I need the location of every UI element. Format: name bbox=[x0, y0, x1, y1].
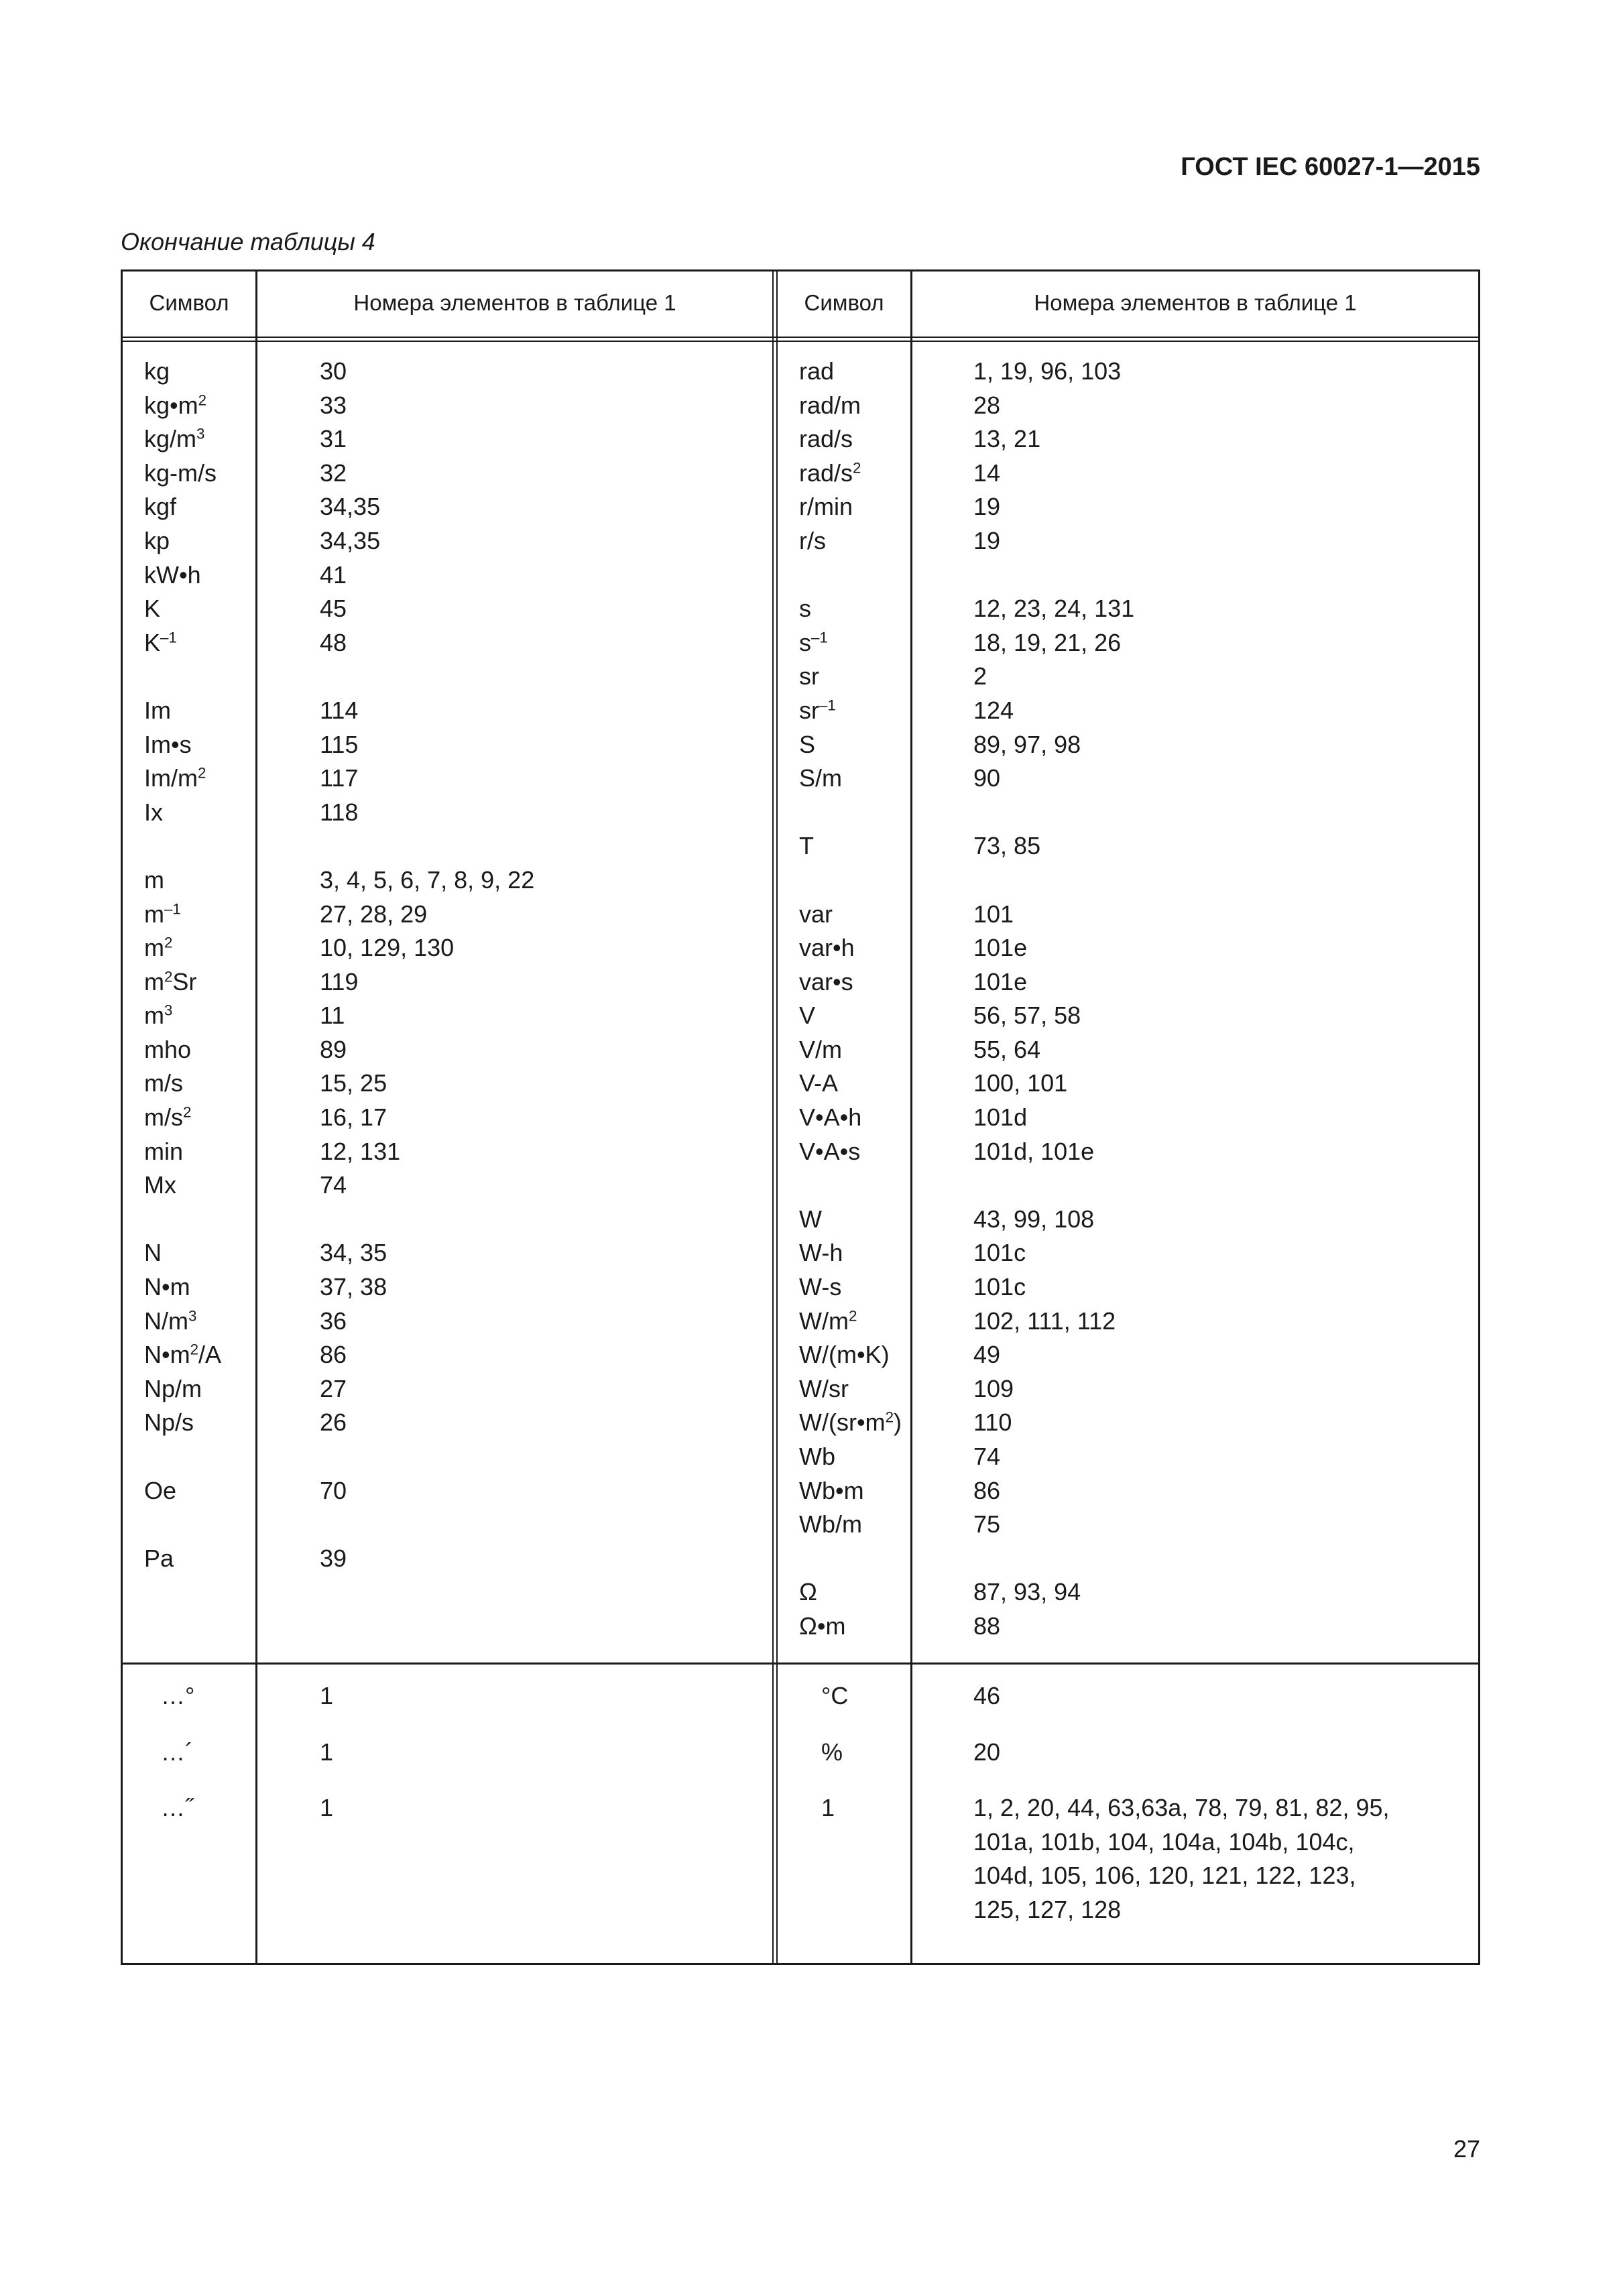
item-numbers-cell: 110 bbox=[973, 1408, 1012, 1437]
symbol-cell bbox=[144, 1440, 221, 1474]
symbol-cell: Im•s bbox=[144, 730, 192, 758]
item-numbers-cell: 26 bbox=[320, 1408, 347, 1437]
symbol-cell: r/s bbox=[799, 526, 826, 554]
symbol-cell: kg-m/s bbox=[144, 459, 217, 487]
symbol-cell: W-s bbox=[799, 1273, 842, 1301]
symbol-cell: Ix bbox=[144, 798, 164, 826]
item-numbers-cell: 1, 19, 96, 103 bbox=[973, 357, 1122, 385]
item-numbers-cell: 89 bbox=[320, 1035, 347, 1063]
item-numbers-cell bbox=[320, 1508, 534, 1542]
symbol-cell: $W/(sr•m^2)$ bbox=[799, 1408, 902, 1437]
item-numbers-cell: 115 bbox=[320, 730, 359, 758]
item-numbers-cell: 16, 17 bbox=[320, 1103, 387, 1132]
symbol-cell: sr bbox=[799, 662, 819, 690]
column-header-symbol-right: Символ bbox=[804, 290, 884, 315]
symbol-cell: kg bbox=[144, 357, 170, 385]
item-numbers-cell bbox=[973, 558, 1134, 593]
left-symbol-column bbox=[144, 355, 221, 1575]
symbol-cell: Mx bbox=[144, 1171, 176, 1199]
bottom-right-symbols bbox=[821, 1679, 848, 1949]
symbol-cell: W bbox=[799, 1205, 822, 1233]
symbol-cell: N•m bbox=[144, 1273, 190, 1301]
symbol-cell: $m/s^2$ bbox=[144, 1103, 192, 1132]
item-numbers-cell: 12, 23, 24, 131 bbox=[973, 595, 1135, 623]
symbol-cell: $m^2$ bbox=[144, 934, 173, 962]
item-numbers-cell: 117 bbox=[320, 764, 359, 792]
item-numbers-cell: 86 bbox=[973, 1476, 1001, 1504]
symbol-cell: S bbox=[799, 730, 816, 758]
symbol-cell: Wb/m bbox=[799, 1510, 862, 1538]
item-numbers-cell bbox=[320, 1440, 534, 1474]
item-numbers-cell: 88 bbox=[973, 1612, 1001, 1640]
symbol-cell: rad/s bbox=[799, 425, 853, 453]
column-header-symbol-left: Символ bbox=[149, 290, 229, 315]
symbol-cell: V bbox=[799, 1002, 816, 1030]
item-numbers-cell: 32 bbox=[320, 459, 347, 487]
symbol-cell: m/s bbox=[144, 1069, 183, 1097]
item-numbers-cell: 87, 93, 94 bbox=[973, 1578, 1081, 1606]
symbol-cell bbox=[799, 1168, 902, 1203]
symbol-cell: kp bbox=[144, 526, 170, 554]
item-numbers-cell: 1, 2, 20, 44, 63,63a, 78, 79, 81, 82, 95, 101a, 101b, 104, 104a, 104b, 104c, 104d, 105, 106, 120, 121, 122, 123, 125, 127, 128 bbox=[973, 1794, 1390, 1923]
symbol-cell bbox=[144, 1508, 221, 1542]
symbol-cell: $s^{-1}$ bbox=[799, 628, 828, 656]
item-numbers-cell: 19 bbox=[973, 526, 1001, 554]
item-numbers-cell: 27 bbox=[320, 1374, 347, 1402]
symbol-cell: 1 bbox=[821, 1794, 835, 1822]
item-numbers-cell: 118 bbox=[320, 798, 359, 826]
item-numbers-cell: 124 bbox=[973, 696, 1014, 724]
symbol-cell: T bbox=[799, 832, 814, 860]
item-numbers-cell: 101 bbox=[973, 900, 1014, 928]
item-numbers-cell bbox=[973, 1542, 1134, 1576]
symbol-cell: $Im/m^2$ bbox=[144, 764, 206, 792]
left-number-column bbox=[320, 355, 534, 1575]
item-numbers-cell: 13, 21 bbox=[973, 425, 1041, 453]
item-numbers-cell: 3, 4, 5, 6, 7, 8, 9, 22 bbox=[320, 865, 535, 894]
item-numbers-cell: 15, 25 bbox=[320, 1069, 387, 1097]
symbol-cell: $kg•m^2$ bbox=[144, 391, 207, 419]
item-numbers-cell: 46 bbox=[973, 1682, 1001, 1709]
symbol-cell: $kg/m^3$ bbox=[144, 425, 205, 453]
item-numbers-cell: 1 bbox=[320, 1738, 334, 1766]
item-numbers-cell: 11 bbox=[320, 1002, 345, 1030]
item-numbers-cell: 28 bbox=[973, 391, 1001, 419]
page-number: 27 bbox=[1453, 2135, 1480, 2163]
item-numbers-cell bbox=[973, 1168, 1134, 1203]
symbol-cell bbox=[799, 796, 902, 830]
item-numbers-cell: 74 bbox=[320, 1171, 347, 1199]
column-header-items-left: Номера элементов в таблице 1 bbox=[353, 290, 676, 315]
symbol-cell: min bbox=[144, 1137, 184, 1165]
symbol-cell: W/sr bbox=[799, 1374, 849, 1402]
table-caption: Окончание таблицы 4 bbox=[121, 228, 375, 255]
symbol-cell: r/min bbox=[799, 493, 853, 521]
bottom-left-numbers bbox=[320, 1679, 333, 1848]
item-numbers-cell: 114 bbox=[320, 696, 359, 724]
item-numbers-cell: 1 bbox=[320, 1794, 334, 1822]
item-numbers-cell: 101c bbox=[973, 1273, 1026, 1301]
symbol-cell: var•h bbox=[799, 934, 855, 962]
symbol-cell: rad/$s^2$ bbox=[799, 459, 861, 487]
document-code: ГОСТ IEC 60027-1—2015 bbox=[1181, 153, 1480, 181]
symbol-cell: V-A bbox=[799, 1069, 839, 1097]
symbol-cell: Ω•m bbox=[799, 1612, 846, 1640]
symbol-cell: V/m bbox=[799, 1035, 843, 1063]
symbol-cell bbox=[144, 660, 221, 694]
symbol-cell: …˝ bbox=[161, 1794, 193, 1822]
symbol-cell: Np/s bbox=[144, 1408, 194, 1437]
symbol-cell: Wb•m bbox=[799, 1476, 864, 1504]
item-numbers-cell bbox=[973, 796, 1134, 830]
item-numbers-cell: 49 bbox=[973, 1341, 1001, 1369]
symbol-cell: S/m bbox=[799, 764, 843, 792]
item-numbers-cell: 101e bbox=[973, 934, 1028, 962]
symbol-cell: Pa bbox=[144, 1544, 174, 1572]
symbol-cell: Oe bbox=[144, 1476, 177, 1504]
item-numbers-cell: 43, 99, 108 bbox=[973, 1205, 1095, 1233]
bottom-left-symbols bbox=[161, 1679, 194, 1848]
symbol-cell: $N•m^2/A$ bbox=[144, 1341, 222, 1369]
symbol-cell: $m^3$ bbox=[144, 1002, 173, 1030]
symbol-cell: V•A•h bbox=[799, 1103, 862, 1132]
item-numbers-cell: 55, 64 bbox=[973, 1035, 1041, 1063]
symbol-cell bbox=[799, 1542, 902, 1576]
symbol-cell: rad/m bbox=[799, 391, 861, 419]
item-numbers-cell: 101c bbox=[973, 1239, 1026, 1267]
item-numbers-cell: 10, 129, 130 bbox=[320, 934, 455, 962]
symbol-cell: $K^{-1}$ bbox=[144, 628, 177, 656]
symbol-cell: V•A•s bbox=[799, 1137, 861, 1165]
symbol-cell: $W/m^2$ bbox=[799, 1307, 857, 1335]
symbol-cell: s bbox=[799, 595, 811, 623]
item-numbers-cell: 14 bbox=[973, 459, 1001, 487]
item-numbers-cell: 90 bbox=[973, 764, 1001, 792]
symbol-cell: …´ bbox=[161, 1738, 193, 1766]
item-numbers-cell: 89, 97, 98 bbox=[973, 730, 1081, 758]
item-numbers-cell: 56, 57, 58 bbox=[973, 1002, 1081, 1030]
item-numbers-cell: 27, 28, 29 bbox=[320, 900, 428, 928]
symbol-cell: Wb bbox=[799, 1443, 835, 1470]
item-numbers-cell bbox=[320, 660, 534, 694]
right-number-column bbox=[973, 355, 1134, 1644]
item-numbers-cell bbox=[320, 829, 534, 863]
item-numbers-cell: 2 bbox=[973, 662, 987, 690]
item-numbers-cell: 45 bbox=[320, 595, 347, 623]
item-numbers-cell: 73, 85 bbox=[973, 832, 1041, 860]
item-numbers-cell: 102, 111, 112 bbox=[973, 1307, 1116, 1335]
symbol-cell: var•s bbox=[799, 967, 853, 995]
bottom-right-numbers bbox=[973, 1679, 1390, 1949]
symbol-cell: kW•h bbox=[144, 560, 201, 589]
symbol-cell: mho bbox=[144, 1035, 192, 1063]
symbol-cell: W-h bbox=[799, 1239, 843, 1267]
symbol-cell: % bbox=[821, 1738, 843, 1766]
symbol-cell: Im bbox=[144, 696, 171, 724]
item-numbers-cell: 100, 101 bbox=[973, 1069, 1068, 1097]
symbol-cell bbox=[144, 1203, 221, 1237]
symbol-cell: $N/m^3$ bbox=[144, 1307, 197, 1335]
item-numbers-cell: 1 bbox=[320, 1682, 334, 1709]
item-numbers-cell: 33 bbox=[320, 391, 347, 419]
item-numbers-cell: 48 bbox=[320, 628, 347, 656]
item-numbers-cell: 30 bbox=[320, 357, 347, 385]
symbol-cell: °C bbox=[821, 1682, 849, 1709]
item-numbers-cell: 70 bbox=[320, 1476, 347, 1504]
item-numbers-cell bbox=[973, 863, 1134, 898]
item-numbers-cell: 34,35 bbox=[320, 526, 381, 554]
item-numbers-cell: 20 bbox=[973, 1738, 1001, 1766]
symbol-cell: var bbox=[799, 900, 833, 928]
item-numbers-cell: 101d bbox=[973, 1103, 1028, 1132]
right-symbol-column bbox=[799, 355, 902, 1644]
item-numbers-cell: 86 bbox=[320, 1341, 347, 1369]
item-numbers-cell: 109 bbox=[973, 1374, 1014, 1402]
symbol-cell bbox=[144, 829, 221, 863]
symbol-cell: $sr^{-1}$ bbox=[799, 696, 836, 724]
item-numbers-cell: 19 bbox=[973, 493, 1001, 521]
item-numbers-cell: 12, 131 bbox=[320, 1137, 401, 1165]
item-numbers-cell: 101e bbox=[973, 967, 1028, 995]
item-numbers-cell bbox=[320, 1203, 534, 1237]
item-numbers-cell: 36 bbox=[320, 1307, 347, 1335]
symbol-cell: Np/m bbox=[144, 1374, 202, 1402]
symbol-cell: W/(m•K) bbox=[799, 1341, 890, 1369]
symbol-cell: $m^2Sr$ bbox=[144, 967, 197, 995]
item-numbers-cell: 34,35 bbox=[320, 493, 381, 521]
item-numbers-cell: 41 bbox=[320, 560, 347, 589]
symbol-cell: kgf bbox=[144, 493, 177, 521]
item-numbers-cell: 119 bbox=[320, 967, 359, 995]
item-numbers-cell: 74 bbox=[973, 1443, 1001, 1470]
symbol-cell: K bbox=[144, 595, 161, 623]
symbol-cell bbox=[799, 863, 902, 898]
item-numbers-cell: 34, 35 bbox=[320, 1239, 387, 1267]
symbol-cell: m bbox=[144, 865, 164, 894]
item-numbers-cell: 101d, 101e bbox=[973, 1137, 1095, 1165]
symbol-cell bbox=[799, 558, 902, 593]
item-numbers-cell: 18, 19, 21, 26 bbox=[973, 628, 1122, 656]
item-numbers-cell: 31 bbox=[320, 425, 347, 453]
column-header-items-right: Номера элементов в таблице 1 bbox=[1034, 290, 1357, 315]
item-numbers-cell: 39 bbox=[320, 1544, 347, 1572]
symbol-cell: …° bbox=[161, 1682, 195, 1709]
symbol-cell: rad bbox=[799, 357, 835, 385]
symbol-cell: $m^{-1}$ bbox=[144, 900, 181, 928]
symbol-cell: N bbox=[144, 1239, 162, 1267]
symbol-cell: Ω bbox=[799, 1578, 817, 1606]
item-numbers-cell: 75 bbox=[973, 1510, 1001, 1538]
item-numbers-cell: 37, 38 bbox=[320, 1273, 387, 1301]
